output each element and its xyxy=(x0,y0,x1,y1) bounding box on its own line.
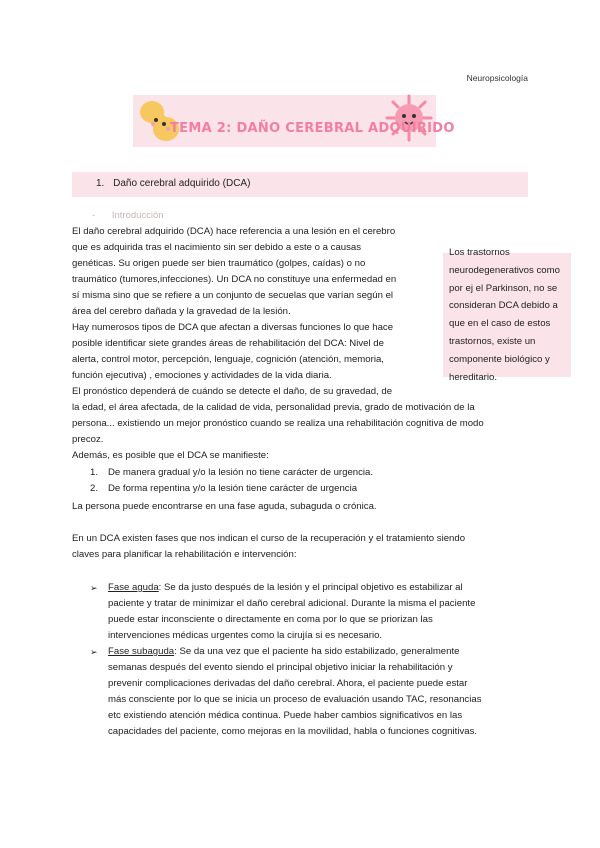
list-number: 2. xyxy=(90,483,99,494)
phase-line: prevenir complicaciones derivadas del daño cerebral. Ahora, el paciente puede estar xyxy=(108,678,468,689)
phase-line: intervenciones médicas urgentes como la cirujía si es necesario. xyxy=(108,630,383,641)
paragraph-line: Además, es posible que el DCA se manifieste: xyxy=(72,450,269,461)
page-title: TEMA 2: DAÑO CEREBRAL ADQUIRIDO xyxy=(170,121,455,136)
phases-intro-line: En un DCA existen fases que nos indican el curso de la recuperación y el tratamiento siendo xyxy=(72,533,466,544)
phase-line: etc existiendo atención médica continua. Puede haber cambios significativos en las xyxy=(108,710,463,721)
intro-heading xyxy=(92,210,164,221)
phase-line: capacidades del paciente, como mejoras en la movilidad, habla o funciones cognitivas. xyxy=(108,726,478,737)
paragraph-line: área del cerebro dañada y la gravedad de la lesión. xyxy=(72,306,291,317)
paragraph-line: sí misma sino que se refiere a un conjunto de secuelas que varían según el xyxy=(72,290,394,301)
paragraph-line: El daño cerebral adquirido (DCA) hace referencia a una lesión en el cerebro xyxy=(72,226,396,237)
paragraph-line: alerta, control motor, percepción, lenguaje, cognición (atención, memoria, xyxy=(72,354,384,365)
paragraph-line: función ejecutiva) , emociones y actividades de la vida diaria. xyxy=(72,370,332,381)
side-note-text: Los trastornos neurodegenerativos como por ej el Parkinson, no se consideran DCA debido a que en el caso de estos trastornos, existe un componente biológico y hereditario. xyxy=(449,247,560,383)
list-item: De manera gradual y/o la lesión no tiene carácter de urgencia. xyxy=(108,467,374,478)
list-item: De forma repentina y/o la lesión tiene carácter de urgencia xyxy=(108,483,358,494)
paragraph-line: genéticas. Su origen puede ser bien traumático (golpes, caídas) o no xyxy=(72,258,366,269)
arrow-bullet-icon: ➢ xyxy=(90,583,98,593)
paragraph-line: El pronóstico dependerá de cuándo se detecte el daño, de su gravedad, de xyxy=(72,386,393,397)
arrow-bullet-icon: ➢ xyxy=(90,647,98,657)
paragraph-line: que es adquirida tras el nacimiento sin ser debido a este o a causas xyxy=(72,242,362,253)
section-title: Daño cerebral adquirido (DCA) xyxy=(113,178,251,189)
header-subject: Neuropsicología xyxy=(466,73,528,83)
paragraph-line: precoz. xyxy=(72,434,104,445)
phase-name: Fase aguda xyxy=(108,582,159,593)
phase-first-text: : Se da una vez que el paciente ha sido estabilizado, generalmente xyxy=(174,646,460,657)
phase-first-line xyxy=(108,644,460,660)
paragraph-line: posible identificar siete grandes áreas de rehabilitación del DCA: Nivel de xyxy=(72,338,384,349)
phase-line: más consciente por lo que se inicia un proceso de evaluación usando TAC, resonancias xyxy=(108,694,482,705)
phase-summary-line: La persona puede encontrarse en una fase aguda, subaguda o crónica. xyxy=(72,501,377,512)
intro-bullet: - xyxy=(92,210,96,221)
phase-line: semanas después del evento siendo el principal objetivo iniciar la rehabilitación y xyxy=(108,662,453,673)
phases-intro-line: claves para planificar la rehabilitación e intervención: xyxy=(72,549,297,560)
section-heading xyxy=(96,178,250,189)
intro-title: Introducción xyxy=(111,210,164,221)
phase-line: puede estar inconsciente o directamente en coma por lo que se priorizan las xyxy=(108,614,433,625)
list-number: 1. xyxy=(90,467,99,478)
phase-first-text: : Se da justo después de la lesión y el principal objetivo es estabilizar al xyxy=(158,582,463,593)
paragraph-line: persona... existiendo un mejor pronóstico cuando se realiza una rehabilitación cognitiva de modo xyxy=(72,418,484,429)
paragraph-line: la edad, el área afectada, de la calidad de vida, personalidad previa, grado de motivación de la xyxy=(72,402,475,413)
section-number: 1. xyxy=(96,178,105,189)
phase-line: paciente y tratar de minimizar el daño cerebral adicional. Durante la misma el paciente xyxy=(108,598,476,609)
phase-first-line xyxy=(108,580,463,596)
paragraph-line: traumático (tumores,infecciones). Un DCA no constituye una enfermedad en xyxy=(72,274,397,285)
phase-name: Fase subaguda xyxy=(108,646,175,657)
paragraph-line: Hay numerosos tipos de DCA que afectan a diversas funciones lo que hace xyxy=(72,322,394,333)
